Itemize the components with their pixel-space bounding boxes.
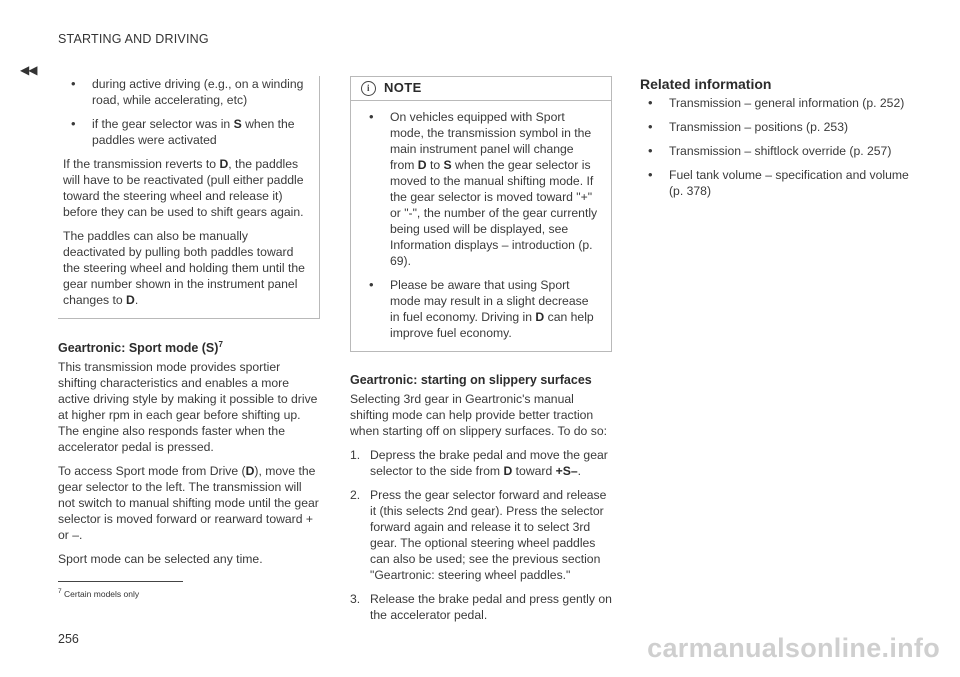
related-link-text[interactable]: Transmission – general information (p. 252) bbox=[669, 96, 905, 110]
bullet-icon: • bbox=[648, 143, 653, 158]
step-number: 3. bbox=[350, 592, 361, 606]
column-right bbox=[640, 76, 910, 207]
paragraph: To access Sport mode from Drive (D), move the gear selector to the left. The transmission will not switch to manual shifting mode until the gear selector is moved forward or rearward toward + or –. bbox=[58, 464, 319, 543]
page-number: 256 bbox=[58, 632, 79, 646]
paragraph: This transmission mode provides sportier shifting characteristics and enables a more active driving style by making it possible to drive at higher rpm in each gear before shifting up. The engine also responds faster when the accelerator pedal is pressed. bbox=[58, 360, 318, 455]
related-information-heading: Related information bbox=[640, 76, 772, 92]
footnote-divider bbox=[58, 581, 183, 582]
section-heading-slippery: Geartronic: starting on slippery surfaces bbox=[350, 373, 592, 387]
bullet-icon: • bbox=[648, 119, 653, 134]
bullet-icon: • bbox=[71, 76, 76, 91]
continued-box bbox=[58, 76, 320, 319]
list-item bbox=[63, 76, 311, 108]
bullet-icon: • bbox=[648, 95, 653, 110]
step-text: Press the gear selector forward and release it (this selects 2nd gear). Press the selector forward again and release it to select 3rd gear. The optional steering wheel paddles can also be used; see the previous section "Geartronic: steering wheel paddles." bbox=[370, 488, 607, 582]
watermark: carmanualsonline.info bbox=[647, 633, 940, 663]
numbered-step bbox=[350, 447, 612, 479]
bullet-icon: • bbox=[71, 116, 76, 131]
related-link[interactable] bbox=[640, 119, 910, 135]
step-number: 2. bbox=[350, 488, 361, 502]
related-link-text[interactable]: Fuel tank volume – specification and volume (p. 378) bbox=[669, 168, 909, 198]
list-item-text: during active driving (e.g., on a winding road, while accelerating, etc) bbox=[92, 77, 304, 107]
list-item bbox=[361, 109, 601, 269]
bullet-icon: • bbox=[369, 277, 374, 292]
running-header: STARTING AND DRIVING bbox=[58, 32, 209, 46]
list-item bbox=[361, 277, 601, 341]
section-heading-sport-mode: Geartronic: Sport mode $(S)^7$ bbox=[58, 340, 223, 356]
note-box bbox=[350, 76, 612, 352]
paragraph-revert: If the transmission reverts to D, the paddles will have to be reactivated (pull either paddle toward the steering wheel and release it) before they can be used to shift gears again. bbox=[63, 157, 304, 219]
paragraph-manual-deactivate: The paddles can also be manually deactivated by pulling both paddles toward the steering wheel and holding them until the gear number shown in the instrument panel changes to D. bbox=[63, 229, 305, 307]
numbered-step bbox=[350, 591, 612, 623]
related-link[interactable] bbox=[640, 143, 910, 159]
paragraph: Selecting 3rd gear in Geartronic's manual shifting mode can help provide better traction when starting off on slippery surfaces. To do so: bbox=[350, 392, 607, 438]
related-link[interactable] bbox=[640, 95, 910, 111]
numbered-step bbox=[350, 487, 612, 583]
column-middle bbox=[350, 76, 612, 631]
related-link-text[interactable]: Transmission – positions (p. 253) bbox=[669, 120, 849, 134]
step-text: Release the brake pedal and press gently on the accelerator pedal. bbox=[370, 592, 612, 622]
column-left bbox=[58, 76, 320, 575]
footnote-ref[interactable]: 7 bbox=[218, 340, 223, 349]
note-title: NOTE bbox=[384, 80, 422, 95]
info-icon: i bbox=[361, 81, 376, 96]
related-link[interactable] bbox=[640, 167, 910, 199]
list-item-text: if the gear selector was in S when the paddles were activated bbox=[92, 117, 295, 147]
step-text: Depress the brake pedal and move the gear selector to the side from D toward +S–. bbox=[370, 448, 608, 478]
step-number: 1. bbox=[350, 448, 361, 462]
list-item-text: Please be aware that using Sport mode may result in a slight decrease in fuel economy. Driving in D can help improve fuel economy. bbox=[390, 278, 594, 340]
list-item-text: On vehicles equipped with Sport mode, the transmission symbol in the main instrument panel will change from D to S when the gear selector is moved to the manual shifting mode. If the gear selector is moved toward "+" or "-", the number of the gear currently being used will be displayed, see Information displays – introduction (p. 69). bbox=[390, 110, 598, 268]
previous-page-icon[interactable]: ◀◀ bbox=[20, 63, 37, 77]
list-item bbox=[63, 116, 311, 148]
paragraph: Sport mode can be selected any time. bbox=[58, 552, 263, 567]
note-header bbox=[351, 77, 611, 101]
bullet-icon: • bbox=[369, 109, 374, 124]
footnote: $^7$ Certain models only bbox=[58, 588, 140, 599]
bullet-icon: • bbox=[648, 167, 653, 182]
related-link-text[interactable]: Transmission – shiftlock override (p. 257) bbox=[669, 144, 892, 158]
